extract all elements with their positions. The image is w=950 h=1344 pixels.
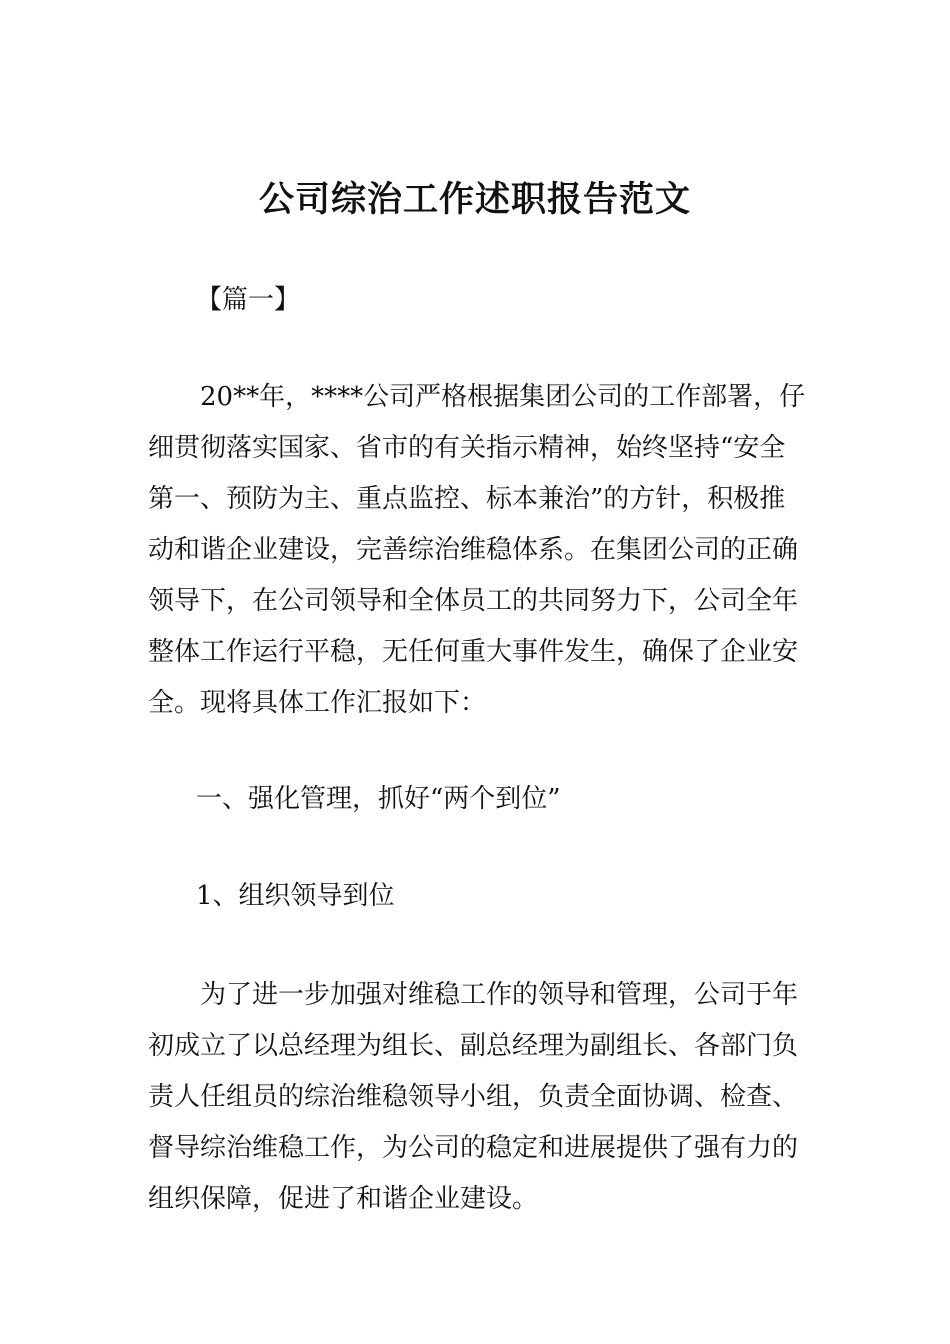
section-label: 【篇一】 bbox=[196, 285, 301, 315]
document-title: 公司综治工作述职报告范文 bbox=[258, 180, 691, 220]
paragraph-intro: 20**年，****公司严格根据集团公司的工作部署，仔细贯彻落实国家、省市的有关指示精神，始终坚持“安全第一、预防为主、重点监控、标本兼治”的方针，积极推动和谐企业建设，完善综治维稳体系。在集团公司的正确领导下，在公司领导和全体员工的共同努力下，公司全年整体工作运行平稳，无任何重大事件发生，确保了企业安全。现将具体工作汇报如下： bbox=[148, 382, 806, 718]
heading-section-one: 一、强化管理，抓好“两个到位” bbox=[196, 784, 561, 814]
heading-subsection-one: 1、组织领导到位 bbox=[196, 881, 395, 911]
paragraph-organization: 为了进一步加强对维稳工作的领导和管理，公司于年初成立了以总经理为组长、副总经理为副组长、各部门负责人任组员的综治维稳领导小组，负责全面协调、检查、督导综治维稳工作，为公司的稳定和进展提供了强有力的组织保障，促进了和谐企业建设。 bbox=[148, 980, 799, 1214]
